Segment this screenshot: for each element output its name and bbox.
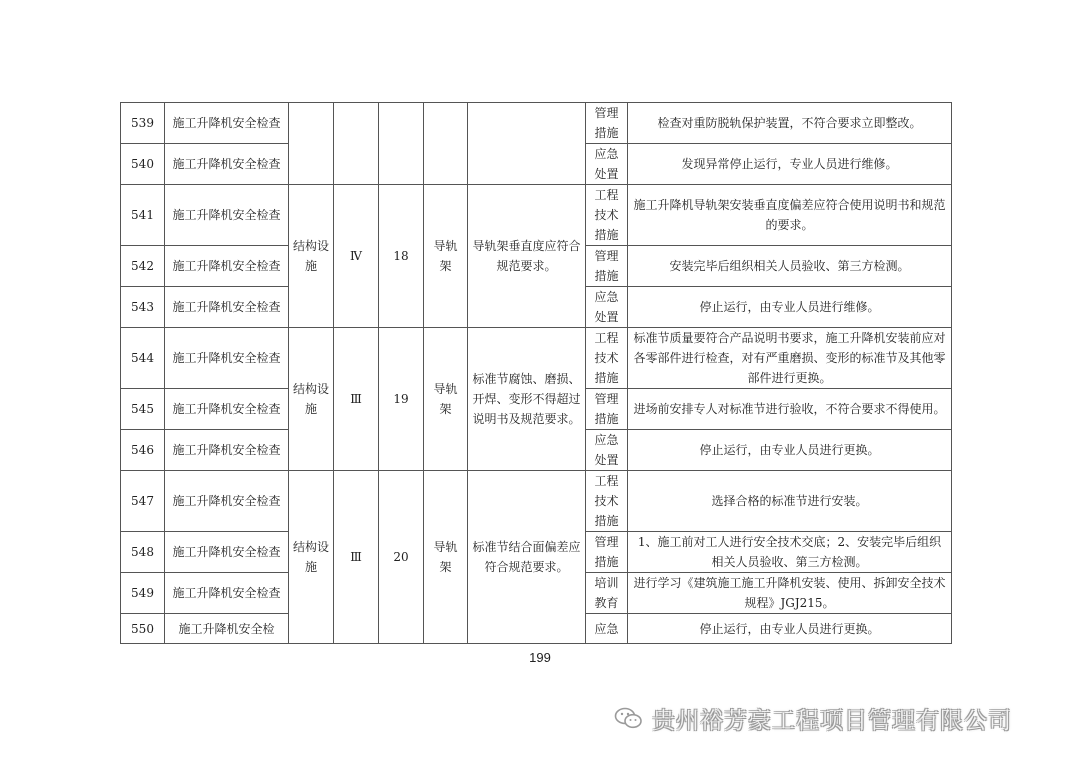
number-cell: 20 [379,471,424,644]
row-number: 546 [121,430,165,471]
measure-content: 发现异常停止运行，专业人员进行维修。 [628,144,952,185]
measure-content: 停止运行，由专业人员进行维修。 [628,287,952,328]
level-cell: Ⅳ [334,185,379,328]
measure-content: 进场前安排专人对标准节进行验收，不符合要求不得使用。 [628,389,952,430]
row-number: 540 [121,144,165,185]
part-cell: 导轨架 [424,185,468,328]
measure-type: 应急处置 [586,144,628,185]
table-row [121,185,952,246]
page-number: 199 [529,650,551,665]
category-cell: 结构设施 [289,471,334,644]
part-cell: 导轨架 [424,328,468,471]
row-number: 542 [121,246,165,287]
check-item: 施工升降机安全检查 [165,144,289,185]
category-cell [289,103,334,185]
hazard-cell [468,103,586,185]
measure-type: 工程技术措施 [586,471,628,532]
level-cell: Ⅲ [334,328,379,471]
hazard-cell: 标准节结合面偏差应符合规范要求。 [468,471,586,644]
check-item: 施工升降机安全检查 [165,471,289,532]
measure-type: 管理措施 [586,246,628,287]
check-item: 施工升降机安全检查 [165,185,289,246]
level-cell: Ⅲ [334,471,379,644]
watermark-text: 贵州裕芳豪工程项目管理有限公司 [652,707,1012,734]
check-item: 施工升降机安全检查 [165,103,289,144]
check-item: 施工升降机安全检查 [165,389,289,430]
measure-content: 进行学习《建筑施工施工升降机安装、使用、拆卸安全技术规程》JGJ215。 [628,573,952,614]
part-cell: 导轨架 [424,471,468,644]
check-item: 施工升降机安全检查 [165,532,289,573]
check-item: 施工升降机安全检查 [165,430,289,471]
measure-type: 工程技术措施 [586,328,628,389]
measure-content: 安装完毕后组织相关人员验收、第三方检测。 [628,246,952,287]
row-number: 544 [121,328,165,389]
category-cell: 结构设施 [289,185,334,328]
check-item: 施工升降机安全检查 [165,246,289,287]
level-cell [334,103,379,185]
row-number: 539 [121,103,165,144]
number-cell: 18 [379,185,424,328]
number-cell: 19 [379,328,424,471]
measure-content: 1、施工前对工人进行安全技术交底；2、安装完毕后组织相关人员验收、第三方检测。 [628,532,952,573]
part-cell [424,103,468,185]
check-item: 施工升降机安全检 [165,614,289,644]
measure-type: 应急处置 [586,430,628,471]
measure-type: 应急处置 [586,287,628,328]
row-number: 543 [121,287,165,328]
hazard-cell: 导轨架垂直度应符合规范要求。 [468,185,586,328]
row-number: 549 [121,573,165,614]
hazard-table [120,102,952,644]
row-number: 545 [121,389,165,430]
measure-content: 检查对重防脱轨保护装置，不符合要求立即整改。 [628,103,952,144]
row-number: 541 [121,185,165,246]
measure-type: 管理措施 [586,103,628,144]
table-row [121,328,952,389]
measure-type: 管理措施 [586,532,628,573]
table-row [121,471,952,532]
check-item: 施工升降机安全检查 [165,573,289,614]
measure-content: 标准节质量要符合产品说明书要求，施工升降机安装前应对各零部件进行检查，对有严重磨损、变形的标准节及其他零部件进行更换。 [628,328,952,389]
check-item: 施工升降机安全检查 [165,287,289,328]
measure-content: 停止运行，由专业人员进行更换。 [628,430,952,471]
category-cell: 结构设施 [289,328,334,471]
wechat-icon [614,706,644,730]
row-number: 548 [121,532,165,573]
measure-content: 停止运行，由专业人员进行更换。 [628,614,952,644]
table-row [121,103,952,144]
measure-type: 管理措施 [586,389,628,430]
watermark [614,703,1012,733]
check-item: 施工升降机安全检查 [165,328,289,389]
measure-type: 工程技术措施 [586,185,628,246]
number-cell [379,103,424,185]
measure-content: 选择合格的标准节进行安装。 [628,471,952,532]
measure-type: 培训教育 [586,573,628,614]
hazard-cell: 标准节腐蚀、磨损、开焊、变形不得超过说明书及规范要求。 [468,328,586,471]
row-number: 547 [121,471,165,532]
measure-type: 应急 [586,614,628,644]
measure-content: 施工升降机导轨架安装垂直度偏差应符合使用说明书和规范的要求。 [628,185,952,246]
row-number: 550 [121,614,165,644]
